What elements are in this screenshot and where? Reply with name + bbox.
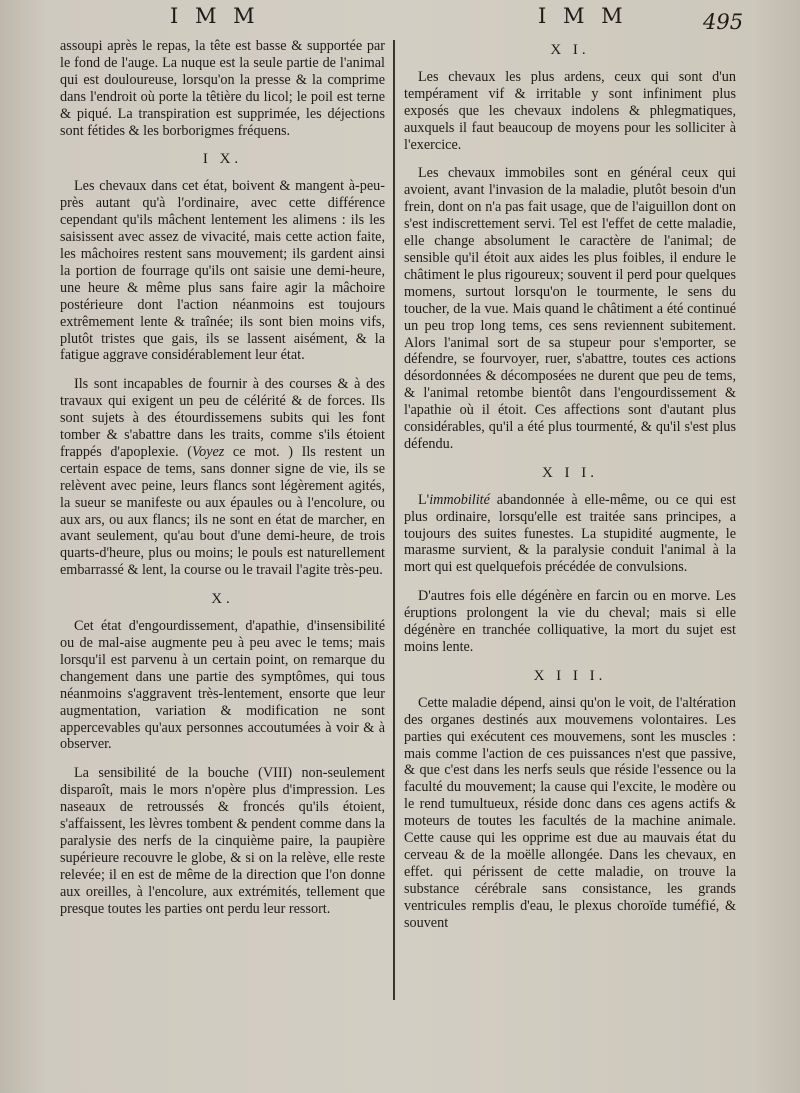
section-heading-xii: X I I. — [541, 464, 599, 481]
running-head-right: I M M — [538, 4, 628, 28]
page-number: 495 — [703, 10, 744, 34]
paragraph: Les chevaux immobiles sont en général ceux qui avoient, avant l'invasion de la maladie, plutôt besoin d'un frein, dont on n'a pas fait usage, que de l'aiguillon dont on s'est indiscrettement servi. Tel est l'effet de cette maladie, elle change absolument le caractère de l'animal; de sensible qu'il étoit aux aides les plus foibles, il endure le châtiment le plus rigoureux; souvent il perd pour quelques momens, surtout lorsqu'on le tourmente, le sens du toucher, de la vue. Mais quand le châtiment a été continué un peu trop long tems, ces sens reviennent subitement. Alors l'animal sort de sa stupeur pour s'emporter, se défendre, se fourvoyer, ruer, s'abattre, toutes ces actions désordonnées & décomposées ne durent que peu de tems, & l'animal retombe bientôt dans l'engourdissement & l'apathie où il étoit. Ces affections sont d'autant plus considérables, qu'il a été plus tourmenté, & qu'il s'est plus défendu. — [404, 165, 736, 452]
italic-cross-reference: Voyez — [192, 443, 225, 460]
section-heading-x: X. — [211, 591, 234, 608]
paragraph: D'autres fois elle dégénère en farcin ou en morve. Les éruptions prolongent la vie du cheval; mais si elle dégénère en tranchée colliquative, la mort du sujet est moins lente. — [404, 588, 736, 655]
right-column — [404, 38, 736, 944]
paragraph: Cet état d'engourdissement, d'apathie, d'insensibilité ou de mal-aise augmente peu à peu avec le tems; mais lorsqu'il est parvenu à un certain point, on remarque du changement dans une partie des symptômes, qui tous néanmoins s'aggravent très-lentement, ensorte que leur augmentation, variation & modification ne sont appercevables qu'aux personnes accoutumées à voir & à observer. — [60, 618, 385, 753]
text-run: abandonnée à elle-même, ou ce qui est plus ordinaire, lorsqu'elle est traitée sans principes, a toujours des suites funestes. La stupidité augmente, le marasme survient, & la paralysie conduit l'animal à la mort qui est quelquefois précédée de convulsions. — [404, 491, 736, 576]
paragraph: Les chevaux dans cet état, boivent & mangent à-peu-près autant qu'à l'ordinaire, avec cette différence cependant qu'ils mâchent lentement les alimens : ils les saisissent avec assez de vivacité, mais cette action faite, les mâchoires restent sans mouvement; ils gardent ainsi la portion de fourrage qu'ils ont saisie une demi-heure, une heure & même plus sans faire agir la mâchoire postérieure dont l'action néanmoins est toujours extrêmement lente & traînée; ils sont bien moins vifs, plutôt tristes que gais, ils se lassent aisément, & la fatigue aggrave considérablement leur état. — [60, 178, 385, 364]
paragraph — [60, 376, 385, 579]
section-heading-xiii: X I I I. — [533, 667, 607, 684]
section-heading-xi: X I. — [550, 42, 590, 58]
text-run: Ils sont incapables de fournir à des courses & à des travaux qui exigent un peu de célérité & de forces. Ils sont sujets à des étourdissemens subits qui les font tomber & s'abattre dans les traits, comme s'ils étoient frappés d'apoplexie. ( — [60, 376, 385, 460]
paragraph: La sensibilité de la bouche (VIII) non-seulement disparoît, mais le mors n'opère plus d'impression. Les naseaux de retroussés & froncés qu'ils étoient, s'affaissent, les lèvres tombent & pendent comme dans la paralysie des nerfs de la cinquième paire, la paupière supérieure recouvre le globe, & si on la relève, elle reste relevée; il en est de même de la direction que l'on donne aux oreilles, à l'encolure, aux extrémités, tellement que presque toutes les parties ont perdu leur ressort. — [60, 765, 385, 917]
running-head-left: I M M — [170, 4, 260, 28]
column-rule — [393, 40, 395, 1000]
text-run: L' — [418, 491, 430, 508]
text-run: ce mot. ) Ils restent un certain espace de tems, sans donner signe de vie, ils se relèvent avec peine, leurs flancs sont légèrement agités, la sueur se manifeste ou aux épaules ou à l'encolure, ou aux ars, ou aux flancs; ils ne sont en état de marcher, en avant seulement, qu'au bout d'une demi-heure, de trois quarts-d'heure, plus ou moins; le pouls est naturellement embarrassé & lent, la course ou le travail l'agite très-peu. — [60, 443, 385, 579]
italic-term: immobilité — [429, 491, 490, 508]
section-heading-ix: I X. — [202, 151, 243, 168]
paragraph: Cette maladie dépend, ainsi qu'on le voit, de l'altération des organes destinés aux mouvemens volontaires. Les parties qui exécutent ces mouvemens, sont les muscles : mais comme l'action de ces puissances n'est que passive, & que c'est dans les nerfs seuls que réside l'essence ou la faculté du mouvement; la cause qui l'excite, le modère ou le rend tumultueux, réside donc dans ces agens actifs & moteurs de toutes les facultés de la machine animale. Cette cause qui les opprime est due au mauvais état du cerveau & de la moëlle allongée. Dans les chevaux, en effet. qui périssent de cette maladie, on trouve la substance cérébrale sans consistance, les grands ventricules remplis d'eau, le plexus choroïde tuméfié, & souvent — [404, 694, 736, 931]
paragraph — [404, 492, 736, 577]
paragraph: Les chevaux les plus ardens, ceux qui sont d'un tempérament vif & irritable y sont infiniment plus exposés que les chevaux indolens & phlegmatiques, auxquels il faut beaucoup de moyens pour les solliciter à l'exercice. — [404, 68, 736, 153]
left-column — [60, 38, 385, 930]
paragraph-continuation: assoupi après le repas, la tête est basse & supportée par le fond de l'auge. La nuque est la seule partie de l'animal qui est douloureuse, lorsqu'on la presse & la comprime dans l'endroit où porte la têtière du licol; le poil est terne & piqué. La transpiration est supprimée, les déjections sont fétides & les borborigmes fréquens. — [60, 38, 385, 139]
